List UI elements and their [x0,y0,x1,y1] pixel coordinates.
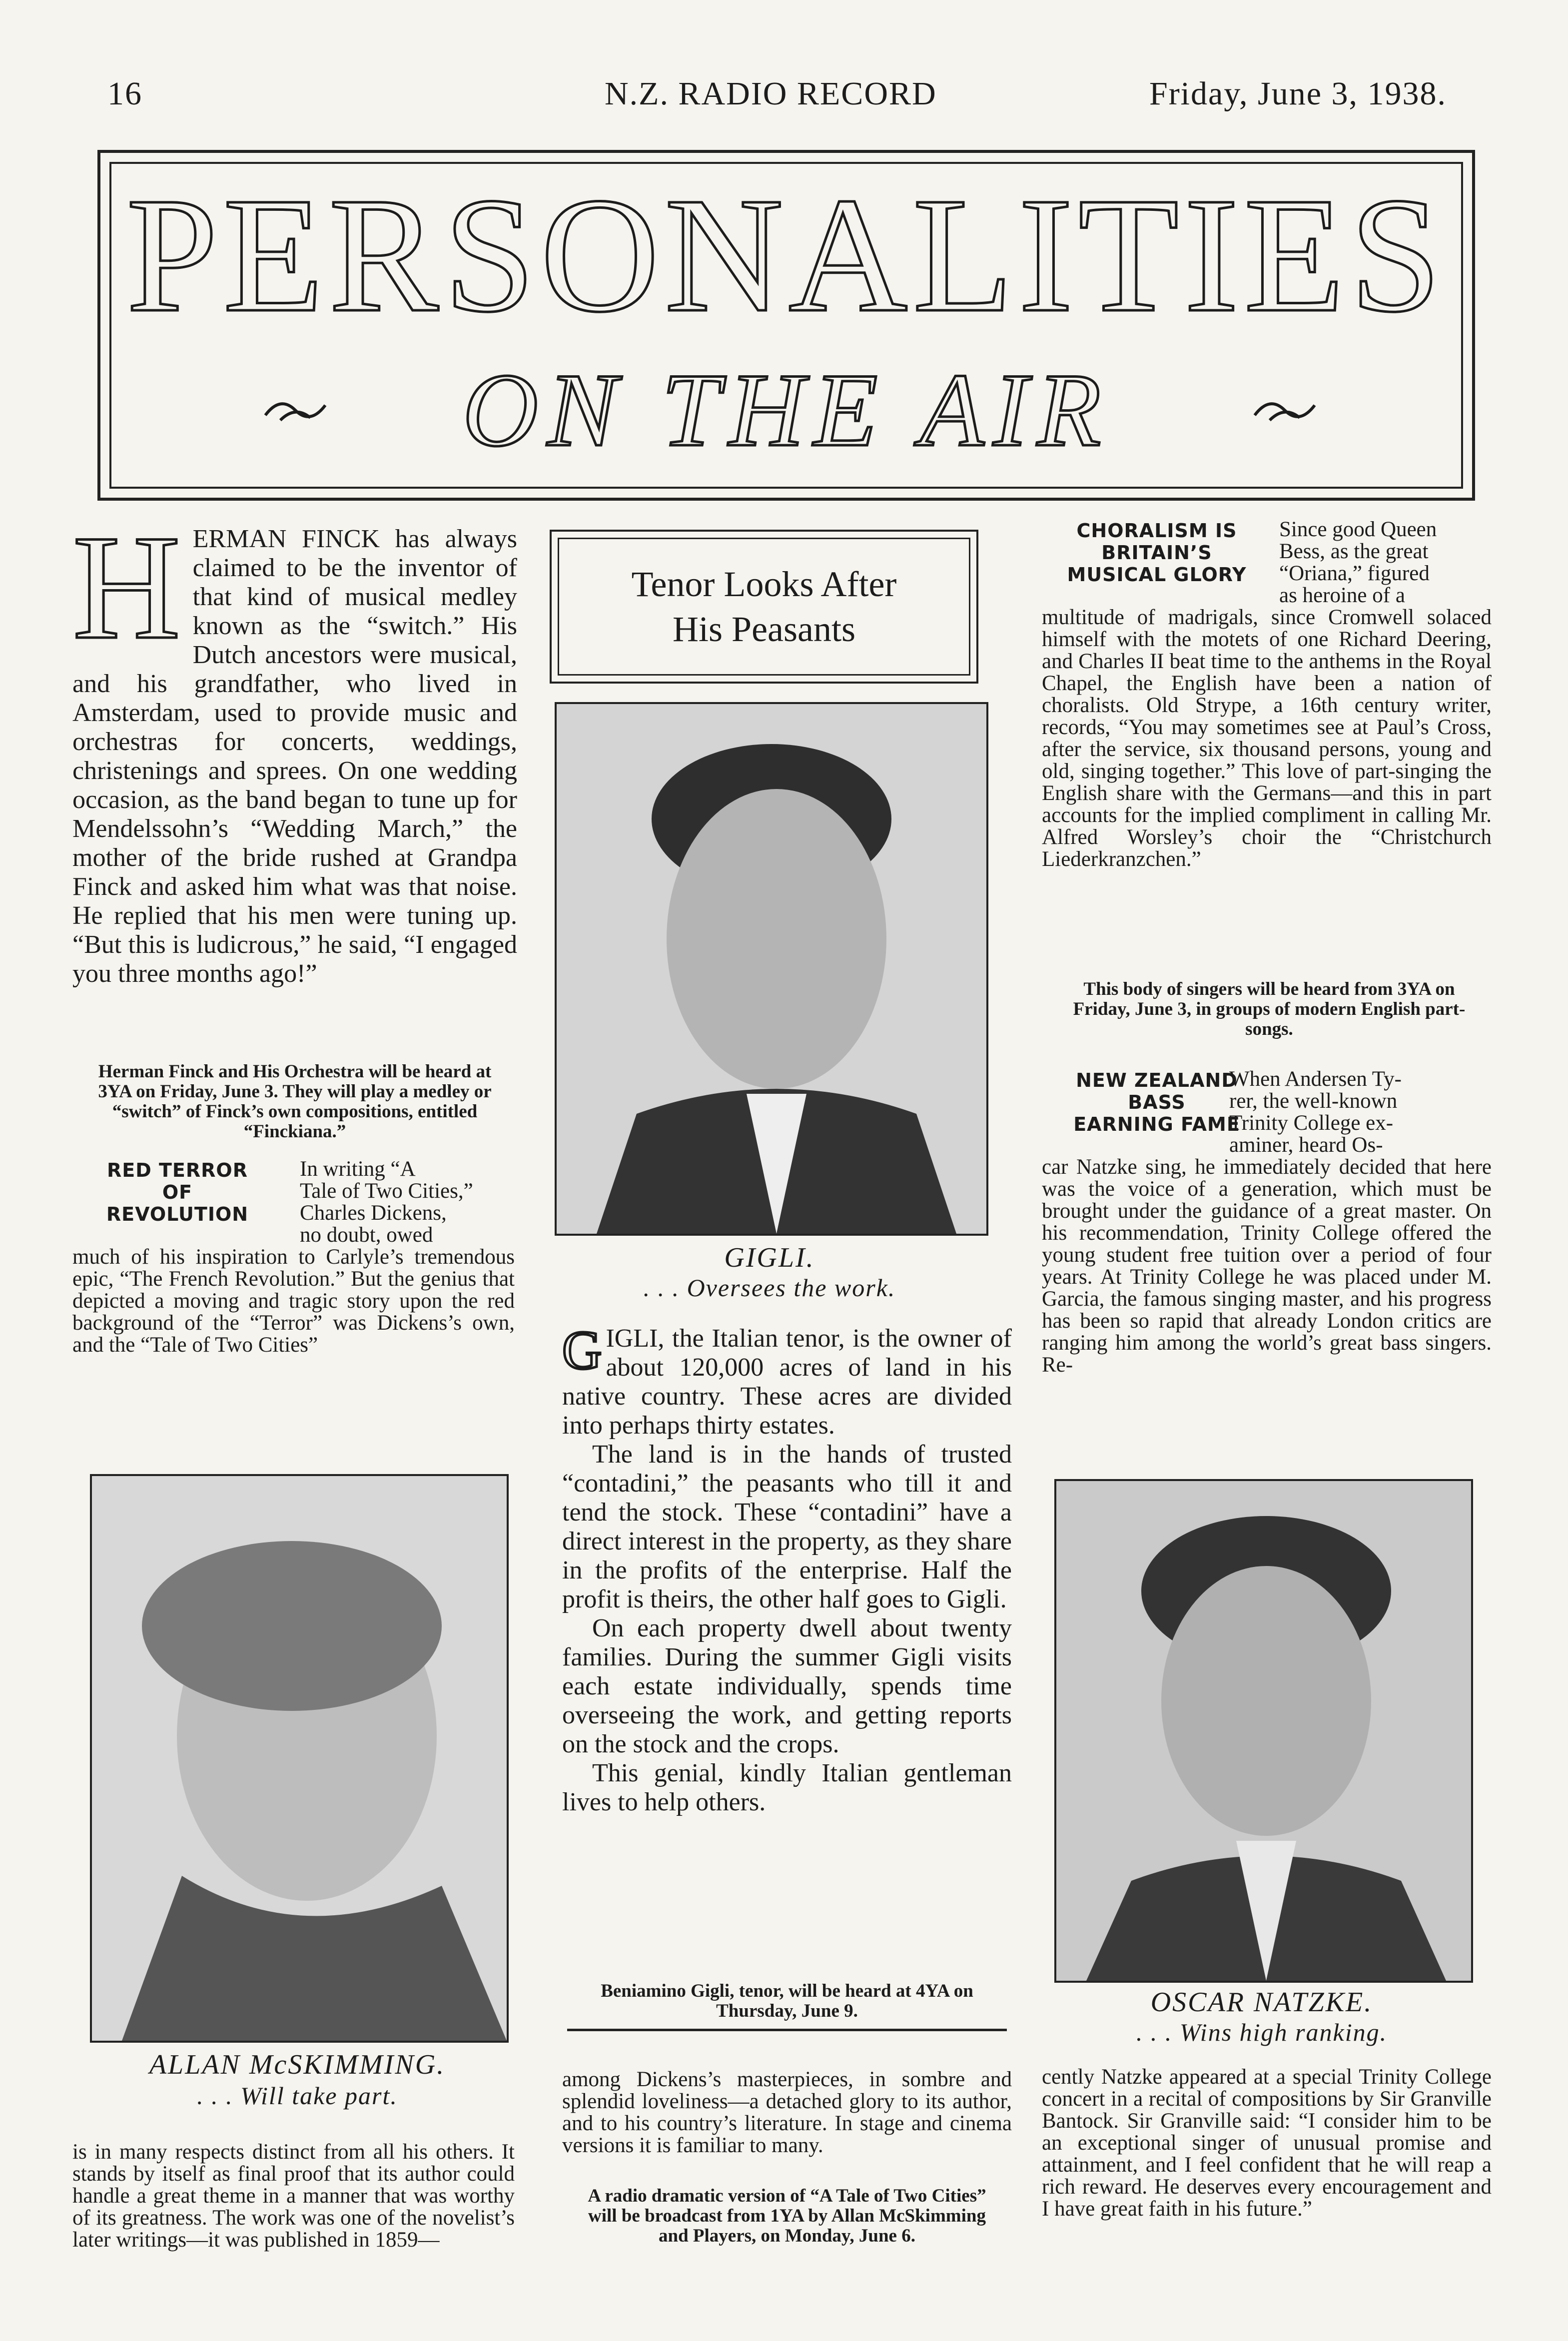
gigli-note: Beniamino Gigli, tenor, will be heard at 4YA on Thursday, June 9. [601,1981,973,2021]
text-line: When Andersen Ty- [1229,1067,1402,1091]
gigli-caption-name: GIGLI. [724,1242,815,1273]
choralism-heading-line: BRITAIN’S [1101,542,1212,564]
choralism-heading-line: MUSICAL GLORY [1067,564,1247,586]
finck-article [72,504,517,988]
natzke-heading-line: BASS [1128,1091,1186,1113]
natzke-caption-name: OSCAR NATZKE. [1150,1987,1373,2018]
text-line: Since good Queen [1279,518,1437,541]
page-number: 16 [107,75,142,112]
finck-dropcap: H [72,504,181,670]
gigli-paragraph-text: IGLI, the Italian tenor, is the owner of about 120,000 acres of land in his native country. These acres are divided into perhaps thirty estates. [562,1324,1012,1440]
red-terror-side-text [300,1158,515,1246]
choralism-heading-line: CHORALISM IS [1076,520,1237,542]
natzke-text-after: cently Natzke appeared at a special Trinity College concert in a recital of compositions by Sir Granville Bantock. Sir Granville said: “I consider him to be an exceptional singer of unusual promise and attainment, and I feel confident that he will reap a rich reward. He deserves every encouragement and I have great faith in his future.” [1042,2065,1492,2221]
gigli-title-box [550,530,978,684]
natzke-side-text [1229,1068,1489,1156]
choralism-note: This body of singers will be heard from 3YA on Friday, June 3, in groups of modern English part-songs. [1073,979,1466,1039]
choralism-side-text [1279,519,1489,607]
text-line: In writing “A [300,1157,416,1181]
text-line: aminer, heard Os- [1229,1133,1383,1157]
banner [97,150,1475,501]
gigli-article [562,1320,1012,1817]
text-line: Tale of Two Cities,” [300,1179,473,1203]
natzke-heading-line: EARNING FAME [1073,1113,1240,1135]
banner-subtitle: ON THE AIR [462,352,1110,468]
column-rule [567,2029,1007,2031]
gigli-dropcap: G [562,1320,602,1381]
red-terror-heading-line: OF [162,1181,193,1203]
mcskimming-photo [90,1474,509,2043]
red-terror-heading [72,1159,282,1225]
gigli-caption-sub: . . . Oversees the work. [643,1274,896,1302]
gigli-title-line: Tenor Looks After [631,564,897,604]
publication-name: N.Z. RADIO RECORD [605,75,937,112]
text-line: as heroine of a [1279,584,1405,607]
issue-date: Friday, June 3, 1938. [1149,75,1447,112]
text-line: Charles Dickens, [300,1201,447,1225]
choralism-heading [1047,520,1267,586]
mcskimming-caption-sub: . . . Will take part. [197,2082,398,2110]
portrait-image-icon [92,1476,507,2041]
banner-title: PERSONALITIES [126,164,1447,346]
text-line: no doubt, owed [300,1223,433,1247]
natzke-text: car Natzke sing, he immediately decided that here was the voice of a generation, which must be brought under the guidance of a great master. On his recommendation, Trinity College offered the young student free tuition over a period of four years. At Trinity College he was placed under M. Garcia, the famous singing master, and his progress has been so rapid that already London critics are ranging him among the world’s great bass singers. Re- [1042,1155,1492,1377]
natzke-heading-line: NEW ZEALAND [1076,1069,1238,1091]
gigli-paragraph: On each property dwell about twenty families. During the summer Gigli visits each estate individually, spends time overseeing the work, and getting reports on the stock and the crops. [562,1614,1012,1758]
finck-note: Herman Finck and His Orchestra will be heard at 3YA on Friday, June 3. They will play a medley or “switch” of Finck’s own compositions, entitled “Finckiana.” [98,1061,492,1142]
choralism-text: multitude of madrigals, since Cromwell solaced himself with the motets of one Richard Deering, and Charles II beat time to the anthems in the Royal Chapel, the English have been a nation of choralists. Old Strype, a 16th century writer, records, “You may sometimes see at Paul’s Cross, after the service, six thousand persons, young and old, singing together.” This love of part-singing the English share with the Germans—and this in part accounts for the implied compliment in calling Mr. Alfred Worsley’s choir the “Christchurch Liederkranzchen.” [1042,606,1492,871]
gigli-title [558,538,970,676]
gigli-paragraph [562,1320,1012,1440]
ornament-left-icon [260,390,340,430]
gigli-paragraph: The land is in the hands of trusted “contadini,” the peasants who till it and tend the stock. These “contadini” have a direct interest in the property, as they share in the profits of the enterprise. Half the profit is theirs, the other half goes to Gigli. [562,1440,1012,1613]
text-line: Bess, as the great [1279,540,1429,563]
text-line: rer, the well-known [1229,1089,1398,1113]
portrait-image-icon [1056,1481,1471,1981]
ornament-right-icon [1250,390,1330,430]
mcskimming-caption-name: ALLAN McSKIMMING. [149,2049,446,2080]
natzke-caption-sub: . . . Wins high ranking. [1136,2018,1388,2046]
gigli-paragraph: This genial, kindly Italian gentleman lives to help others. [562,1759,1012,1816]
red-terror-heading-line: REVOLUTION [106,1203,249,1225]
portrait-image-icon [557,704,986,1234]
natzke-photo [1054,1479,1473,1983]
text-line: “Oriana,” figured [1279,562,1430,585]
dickens-continued-text: among Dickens’s masterpieces, in sombre and splendid loveliness—a detached glory to its author, and to his country’s literature. In stage and cinema versions it is familiar to many. [562,2068,1012,2157]
gigli-title-line: His Peasants [673,609,855,649]
finck-text: ERMAN FINCK has always claimed to be the inventor of that kind of musical medley known as the “switch.” His Dutch ancestors were musical, and his grandfather, who lived in Amsterdam, used to provide music and orchestras for concerts, weddings, christenings and sprees. On one wedding occasion, as the band began to tune up for Mendelssohn’s “Wedding March,” the mother of the bride rushed at Grandpa Finck and asked him what was that noise. He replied that his men were tuning up. “But this is ludicrous,” he said, “I engaged you three months ago!” [72,525,517,988]
dickens-note: A radio dramatic version of “A Tale of Two Cities” will be broadcast from 1YA by Allan McSkimming and Players, on Monday, June 6. [588,2186,986,2246]
red-terror-heading-line: RED TERROR [107,1159,248,1181]
text-line: Trinity College ex- [1229,1111,1394,1135]
gigli-photo [555,702,988,1236]
mcskimming-text: is in many respects distinct from all his others. It stands by itself as final proof that its author could handle a great theme in a manner that was worthy of its greatness. The work was one of the novelist’s later writings—it was published in 1859— [72,2140,515,2252]
red-terror-text: much of his inspiration to Carlyle’s tremendous epic, “The French Revolution.” But the genius that depicted a moving and tragic story upon the red background of the “Terror” was Dickens’s own, and the “Tale of Two Cities” [72,1245,515,1357]
